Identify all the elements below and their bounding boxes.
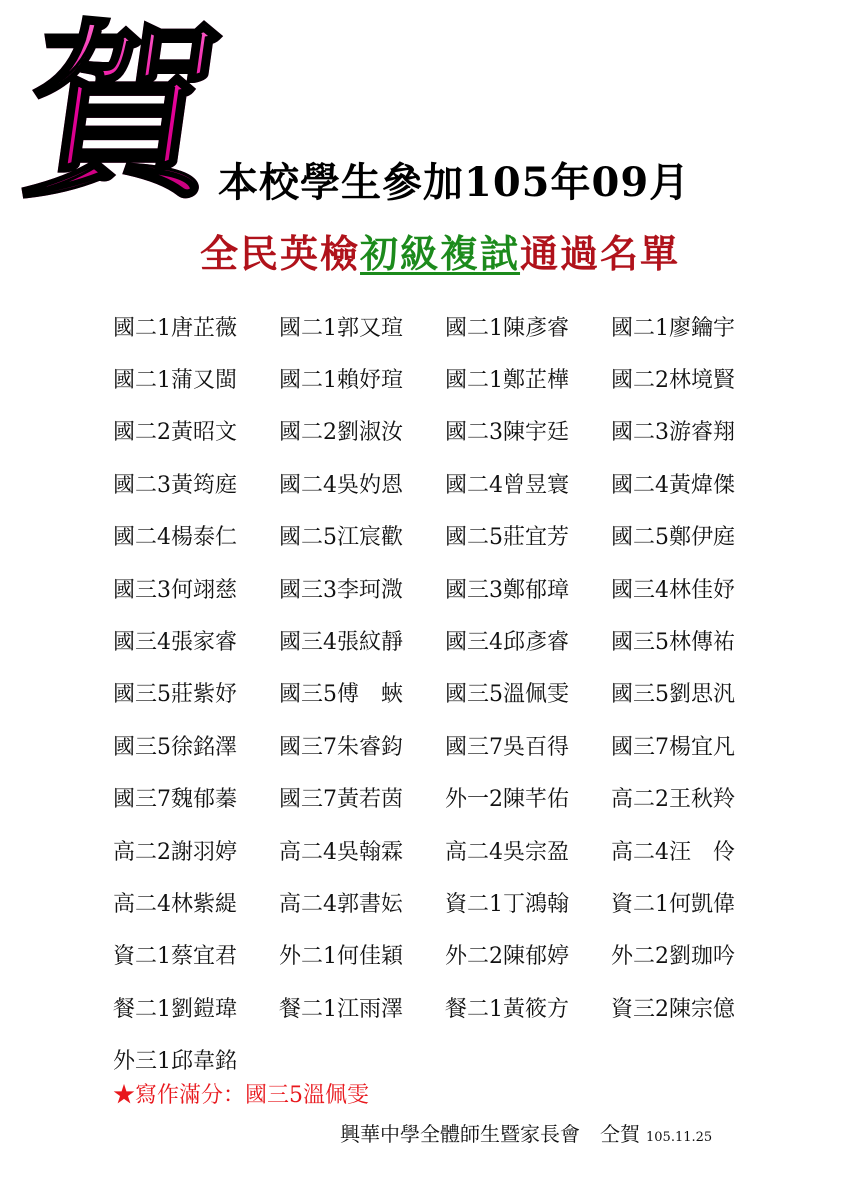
roster-row xyxy=(113,929,793,981)
student-entry: 國三4林佳妤 xyxy=(611,577,735,603)
student-entry: 資三2陳宗億 xyxy=(611,996,735,1022)
roster-row xyxy=(113,667,793,719)
roster-row xyxy=(113,824,793,876)
student-entry: 國二3陳宇廷 xyxy=(445,420,569,446)
student-roster xyxy=(113,300,793,1086)
student-entry: 外三1邱韋銘 xyxy=(113,1049,237,1075)
writing-award-note: ★寫作滿分：國三5溫佩雯 xyxy=(113,1083,369,1108)
student-entry: 資二1蔡宜君 xyxy=(113,944,237,970)
roster-row xyxy=(113,562,793,614)
headline-level: 初級複試 xyxy=(360,231,521,276)
student-entry: 高二4汪 伶 xyxy=(611,839,735,865)
roster-row xyxy=(113,300,793,352)
roster-row xyxy=(113,876,793,928)
student-entry: 國三5徐銘澤 xyxy=(113,734,237,760)
student-entry: 國三3何翊慈 xyxy=(113,577,237,603)
student-entry: 國二1賴妤瑄 xyxy=(279,368,403,394)
student-entry: 國二3黃筠庭 xyxy=(113,472,237,498)
student-entry: 國二5鄭伊庭 xyxy=(611,525,735,551)
student-entry: 國二4吳妁恩 xyxy=(279,472,403,498)
congratulations-character: 賀 xyxy=(12,1,234,224)
roster-row xyxy=(113,457,793,509)
student-entry: 國二1蒲又閩 xyxy=(113,368,237,394)
signature-text: 興華中學全體師生暨家長會 仝賀 xyxy=(340,1122,640,1146)
student-entry: 餐二1江雨澤 xyxy=(279,996,403,1022)
student-entry: 國三3李珂溦 xyxy=(279,577,403,603)
student-entry: 國三7楊宜凡 xyxy=(611,734,735,760)
student-entry: 國二1唐芷薇 xyxy=(113,315,237,341)
student-entry: 國二2劉淑汝 xyxy=(279,420,403,446)
student-entry: 外一2陳芊佑 xyxy=(445,787,569,813)
roster-row xyxy=(113,981,793,1033)
student-entry: 高二4郭書妘 xyxy=(279,891,403,917)
student-entry: 國二5江宸歡 xyxy=(279,525,403,551)
student-entry: 國三5林傳祐 xyxy=(611,630,735,656)
student-entry: 國三5劉思汎 xyxy=(611,682,735,708)
student-entry: 國二1廖鑰宇 xyxy=(611,315,735,341)
signature-line xyxy=(340,1118,712,1147)
student-entry: 國三5傅 蛺 xyxy=(279,682,403,708)
student-entry: 國三7魏郁蓁 xyxy=(113,787,237,813)
headline-exam-name: 全民英檢 xyxy=(200,231,361,276)
student-entry: 國三3鄭郁璋 xyxy=(445,577,569,603)
student-entry: 國三7吳百得 xyxy=(445,734,569,760)
student-entry: 國三4張家睿 xyxy=(113,630,237,656)
roster-row xyxy=(113,772,793,824)
headline-exam-info: 本校學生參加105年09月 xyxy=(218,159,691,206)
student-entry: 國三5莊紫妤 xyxy=(113,682,237,708)
student-entry: 國三5溫佩雯 xyxy=(445,682,569,708)
student-entry: 外二1何佳穎 xyxy=(279,944,403,970)
student-entry: 國二1郭又瑄 xyxy=(279,315,403,341)
student-entry: 國二2黃昭文 xyxy=(113,420,237,446)
student-entry: 餐二1劉鎧瑋 xyxy=(113,996,237,1022)
student-entry: 國二5莊宜芳 xyxy=(445,525,569,551)
roster-row xyxy=(113,719,793,771)
student-entry: 高二2王秋羚 xyxy=(611,787,735,813)
signature-date: 105.11.25 xyxy=(646,1130,713,1145)
roster-row xyxy=(113,614,793,666)
student-entry: 資二1何凱偉 xyxy=(611,891,735,917)
student-entry: 國二3游睿翔 xyxy=(611,420,735,446)
roster-row xyxy=(113,510,793,562)
student-entry: 高二4吳宗盈 xyxy=(445,839,569,865)
headline-pass-list xyxy=(200,230,680,278)
student-entry: 高二4吳翰霖 xyxy=(279,839,403,865)
student-entry: 資二1丁鴻翰 xyxy=(445,891,569,917)
student-entry: 國二4楊泰仁 xyxy=(113,525,237,551)
student-entry: 國二4黃煒傑 xyxy=(611,472,735,498)
student-entry: 外二2陳郁婷 xyxy=(445,944,569,970)
student-entry: 高二4林紫緹 xyxy=(113,891,237,917)
student-entry: 國三7黃若茵 xyxy=(279,787,403,813)
student-entry: 國三7朱睿鈞 xyxy=(279,734,403,760)
student-entry: 國三4張紋靜 xyxy=(279,630,403,656)
student-entry: 國二2林境賢 xyxy=(611,368,735,394)
roster-row xyxy=(113,405,793,457)
student-entry: 高二2謝羽婷 xyxy=(113,839,237,865)
student-entry: 國三4邱彥睿 xyxy=(445,630,569,656)
student-entry: 外二2劉珈吟 xyxy=(611,944,735,970)
student-entry: 國二1陳彥睿 xyxy=(445,315,569,341)
student-entry: 餐二1黃筱方 xyxy=(445,996,569,1022)
headline-pass-list-label: 通過名單 xyxy=(520,231,681,276)
student-entry: 國二1鄭芷樺 xyxy=(445,368,569,394)
student-entry: 國二4曾昱寰 xyxy=(445,472,569,498)
roster-row xyxy=(113,352,793,404)
